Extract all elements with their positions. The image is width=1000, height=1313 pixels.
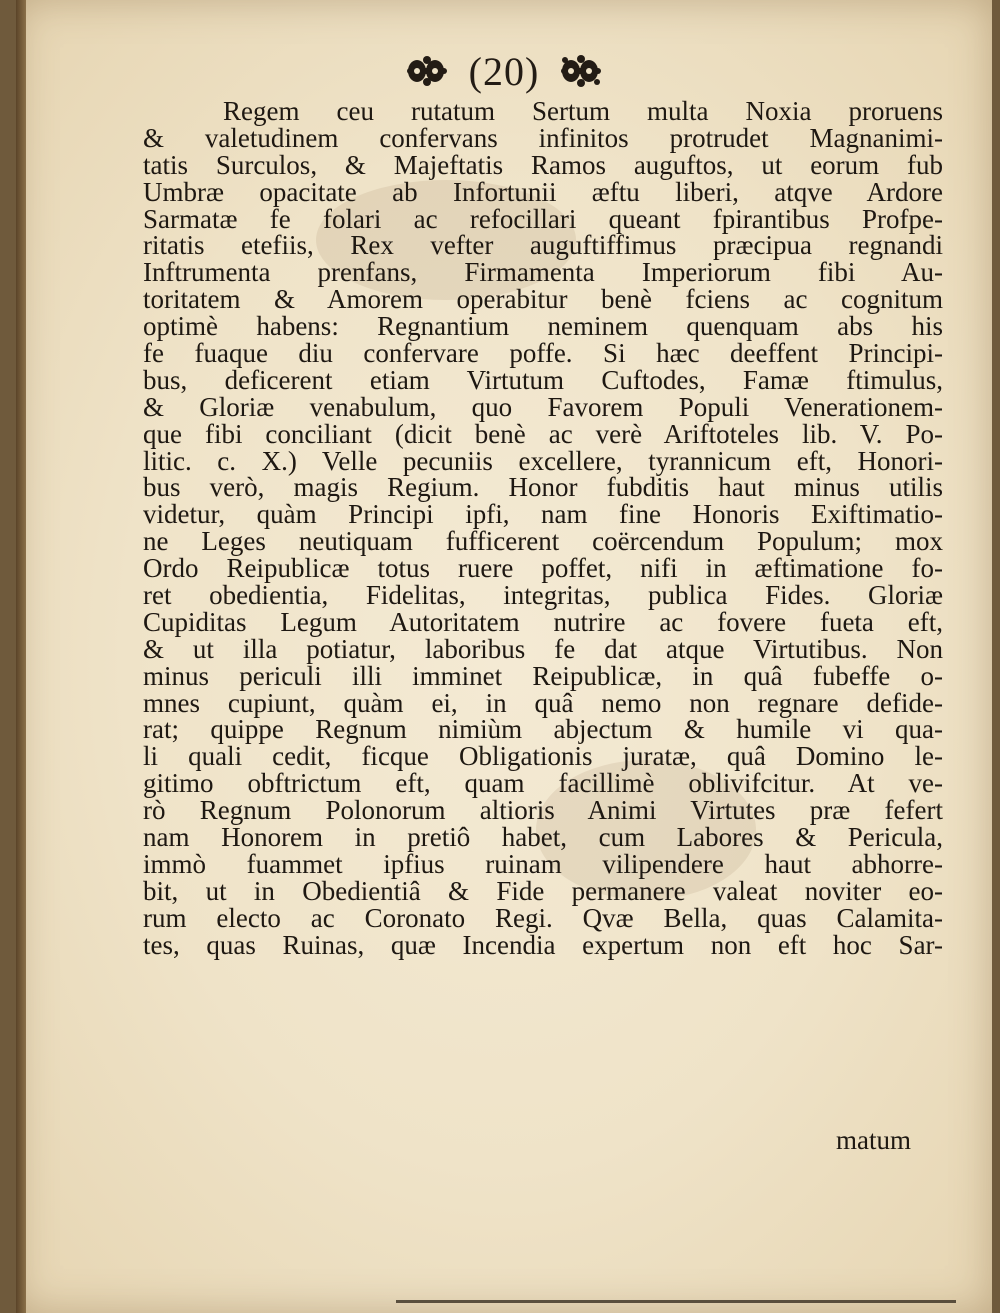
text-line: gitimo obftrictum eft, quam facillimè oblivifcitur. At ve-: [143, 768, 943, 799]
text-line: & valetudinem confervans infinitos protrudet Magnanimi-: [143, 122, 943, 153]
text-line: Inftrumenta prenfans, Firmamenta Imperiorum fibi Au-: [143, 257, 943, 288]
text-line: videtur, quàm Principi ipfi, nam fine Honoris Exiftimatio-: [143, 499, 943, 530]
bottom-rule: [396, 1300, 956, 1303]
text-line: & Gloriæ venabulum, quo Favorem Populi Venerationem-: [143, 391, 943, 422]
text-line: rum electo ac Coronato Regi. Qvæ Bella, quas Calamita-: [143, 902, 943, 933]
text-line: ritatis etefiis, Rex vefter auguftiffimus præcipua regnandi: [143, 230, 943, 261]
body-text: [143, 98, 943, 959]
text-line: tatis Surculos, & Majeftatis Ramos auguftos, ut eorum fub: [143, 149, 943, 180]
page-header: [16, 46, 992, 96]
text-line: optimè habens: Regnantium neminem quenquam abs his: [143, 311, 943, 342]
text-line: Cupiditas Legum Autoritatem nutrire ac fovere fueta eft,: [143, 606, 943, 637]
text-line: bit, ut in Obedientiâ & Fide permanere valeat noviter eo-: [143, 875, 943, 906]
text-line: tes, quas Ruinas, quæ Incendia expertum non eft hoc Sar-: [143, 929, 943, 960]
text-line: Ordo Reipublicæ totus ruere poffet, nifi in æftimatione fo-: [143, 553, 943, 584]
text-line: nam Honorem in pretiô habet, cum Labores & Pericula,: [143, 822, 943, 853]
text-line: Sarmatæ fe folari ac refocillari queant fpirantibus Profpe-: [143, 203, 943, 234]
text-line: rò Regnum Polonorum altioris Animi Virtutes præ fefert: [143, 795, 943, 826]
text-line: bus verò, magis Regium. Honor fubditis haut minus utilis: [143, 472, 943, 503]
page-number: (20): [468, 48, 540, 94]
text-line: litic. c. X.) Velle pecuniis excellere, tyrannicum eft, Honori-: [143, 445, 943, 476]
text-line: bus, deficerent etiam Virtutum Cuftodes, Famæ ftimulus,: [143, 364, 943, 395]
text-line: mnes cupiunt, quàm ei, in quâ nemo non regnare defide-: [143, 687, 943, 718]
text-line: & ut illa potiatur, laboribus fe dat atque Virtutibus. Non: [143, 633, 943, 664]
catchword: matum: [836, 1125, 911, 1155]
text-line: immò fuammet ipfius ruinam vilipendere haut abhorre-: [143, 848, 943, 879]
text-line: que fibi conciliant (dicit benè ac verè Ariftoteles lib. V. Po-: [143, 418, 943, 449]
floral-ornament-icon: [403, 54, 451, 88]
text-line: toritatem & Amorem operabitur benè fciens ac cognitum: [143, 284, 943, 315]
page-gutter: [16, 0, 26, 1313]
text-line: rat; quippe Regnum nimiùm abjectum & humile vi qua-: [143, 714, 943, 745]
text-line: Umbræ opacitate ab Infortunii æftu liberi, atqve Ardore: [143, 176, 943, 207]
text-line: Regem ceu rutatum Sertum multa Noxia proruens: [223, 96, 943, 126]
text-line: ret obedientia, Fidelitas, integritas, publica Fides. Gloriæ: [143, 580, 943, 611]
text-line: li quali cedit, ficque Obligationis juratæ, quâ Domino le-: [143, 741, 943, 772]
text-line: ne Leges neutiquam fufficerent coërcendum Populum; mox: [143, 526, 943, 557]
text-line: minus periculi illi imminet Reipublicæ, in quâ fubeffe o-: [143, 660, 943, 691]
floral-ornament-icon: [557, 54, 605, 88]
book-page: [16, 0, 992, 1313]
text-line: fe fuaque diu confervare poffe. Si hæc deeffent Principi-: [143, 338, 943, 369]
